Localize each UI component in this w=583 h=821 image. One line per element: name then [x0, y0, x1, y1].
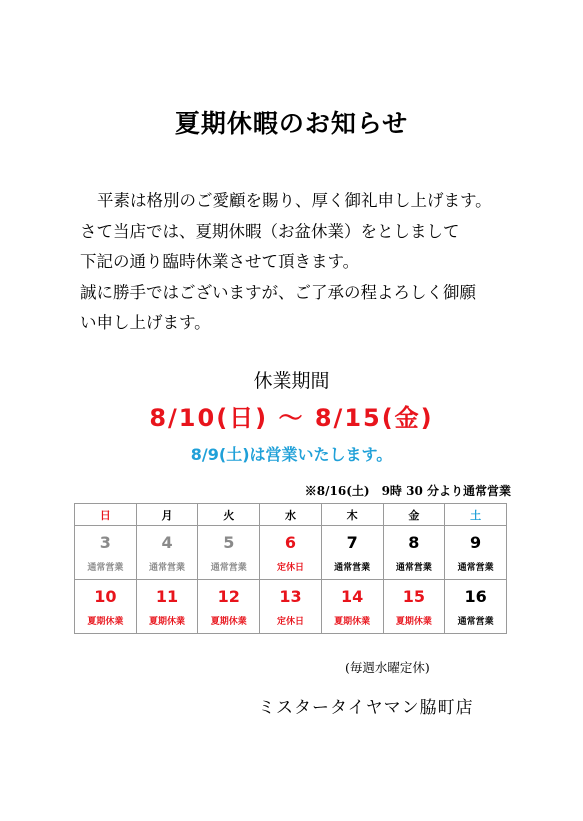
day-status: 通常営業	[149, 563, 186, 573]
day-number: 8	[408, 533, 420, 552]
calendar-day-cell	[321, 526, 383, 580]
day-status: 夏期休業	[87, 617, 124, 627]
calendar-day-cell	[198, 580, 260, 634]
body-line: さて当店では、夏期休暇（お盆休業）をとしまして	[80, 221, 460, 241]
calendar-day-cell	[383, 526, 445, 580]
calendar-day-cell	[260, 580, 322, 634]
day-number: 5	[223, 533, 235, 552]
weekday-header: 月	[136, 504, 198, 526]
calendar-day-cell	[445, 526, 507, 580]
open-day-note: 8/9(土)は営業いたします。	[190, 445, 393, 464]
day-status: 夏期休業	[149, 617, 186, 627]
day-number: 16	[464, 587, 487, 606]
calendar-day-cell	[321, 580, 383, 634]
day-status: 定休日	[276, 617, 304, 627]
day-status: 定休日	[276, 563, 304, 573]
day-number: 12	[217, 587, 240, 606]
day-number: 13	[279, 587, 302, 606]
calendar-weekday-row	[75, 504, 507, 526]
day-number: 11	[155, 587, 179, 606]
day-status: 通常営業	[457, 617, 494, 627]
day-status: 通常営業	[87, 563, 124, 573]
weekday-header: 日	[75, 504, 137, 526]
calendar-day-cell	[75, 526, 137, 580]
day-number: 14	[341, 587, 364, 606]
calendar-day-cell	[75, 580, 137, 634]
weekly-closure-note: (毎週水曜定休)	[345, 660, 430, 675]
weekday-header: 土	[445, 504, 507, 526]
day-number: 15	[402, 587, 425, 606]
calendar-day-cell	[445, 580, 507, 634]
closure-period-dates: 8/10(日) ～ 8/15(金)	[149, 404, 434, 432]
weekday-header: 木	[321, 504, 383, 526]
body-line: い申し上げます。	[80, 313, 211, 332]
day-status: 夏期休業	[395, 617, 432, 627]
calendar-day-cell	[136, 526, 198, 580]
closure-period-heading: 休業期間	[253, 370, 330, 392]
day-number: 6	[284, 533, 297, 552]
day-number: 7	[346, 533, 358, 552]
body-line: 誠に勝手ではございますが、ご了承の程よろしく御願	[80, 282, 476, 302]
day-number: 3	[99, 533, 111, 552]
body-line: 平素は格別のご愛顧を賜り、厚く御礼申し上げます。	[97, 191, 492, 210]
calendar-week-row	[75, 580, 507, 634]
day-number: 10	[94, 587, 117, 606]
reopen-hours-note: ※8/16(土) 9時 30 分より通常営業	[304, 484, 511, 498]
day-status: 通常営業	[334, 563, 371, 573]
day-status: 夏期休業	[334, 617, 371, 627]
day-status: 通常営業	[395, 563, 432, 573]
notice-body	[80, 186, 540, 339]
calendar-day-cell	[383, 580, 445, 634]
day-number: 9	[470, 533, 482, 552]
day-number: 4	[161, 533, 173, 552]
notice-title: 夏期休暇のお知らせ	[174, 109, 409, 138]
calendar-day-cell	[260, 526, 322, 580]
day-status: 夏期休業	[210, 617, 247, 627]
body-line: 下記の通り臨時休業させて頂きます。	[80, 252, 360, 271]
calendar-day-cell	[198, 526, 260, 580]
calendar-day-cell	[136, 580, 198, 634]
day-status: 通常営業	[457, 563, 494, 573]
calendar-week-row	[75, 526, 507, 580]
weekday-header: 水	[260, 504, 322, 526]
shop-name: ミスタータイヤマン脇町店	[258, 698, 474, 718]
weekday-header: 金	[383, 504, 445, 526]
holiday-calendar	[74, 503, 507, 634]
day-status: 通常営業	[210, 563, 247, 573]
weekday-header: 火	[198, 504, 260, 526]
